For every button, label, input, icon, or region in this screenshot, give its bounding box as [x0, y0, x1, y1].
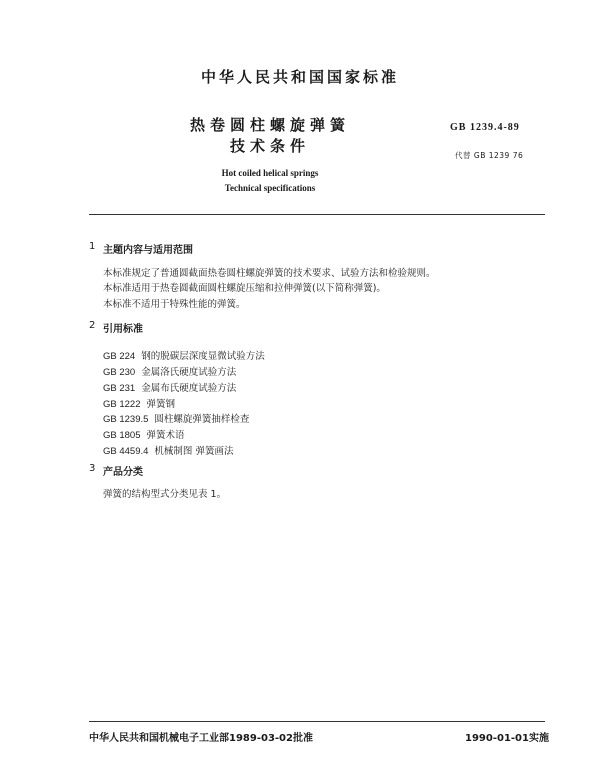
paragraph: 弹簧的结构型式分类见表 1。	[103, 489, 227, 500]
reference-title: 机械制图 弹簧画法	[154, 446, 234, 457]
title-english-line2: Technical specifications	[224, 183, 316, 193]
section-number: 2	[89, 320, 96, 331]
reference-title: 钢的脱碳层深度显微试验方法	[141, 351, 265, 362]
standard-code: GB 1239.4-89	[450, 122, 520, 133]
reference-title: 圆柱螺旋弹簧抽样检查	[154, 414, 250, 425]
reference-title: 弹簧钢	[146, 399, 176, 410]
section-number: 3	[89, 463, 96, 474]
replaces-note: 代替 GB 1239 76	[455, 151, 524, 160]
reference-title: 金属洛氏硬度试验方法	[141, 367, 237, 378]
title-chinese-line2: 技术条件	[229, 137, 310, 155]
title-english-line1: Hot coiled helical springs	[221, 168, 319, 178]
reference-code: GB 4459.4	[103, 446, 149, 457]
implementation-date: 1990-01-01实施	[465, 733, 549, 744]
reference-code: GB 231	[103, 383, 136, 394]
section-title: 产品分类	[103, 467, 143, 478]
paragraph: 本标准适用于热卷圆截面圆柱螺旋压缩和拉伸弹簧(以下简称弹簧)。	[103, 283, 386, 294]
reference-item	[103, 439, 233, 458]
reference-code: GB 1239.5	[103, 414, 149, 425]
reference-code: GB 230	[103, 367, 136, 378]
section-title: 引用标准	[103, 324, 143, 335]
top-divider	[89, 214, 545, 215]
section-title: 主题内容与适用范围	[103, 245, 193, 256]
reference-title: 弹簧术语	[146, 430, 185, 441]
national-standard-heading: 中华人民共和国国家标准	[200, 68, 399, 86]
paragraph: 本标准不适用于特殊性能的弹簧。	[103, 299, 246, 310]
bottom-divider	[89, 721, 545, 722]
reference-code: GB 1222	[103, 399, 141, 410]
paragraph: 本标准规定了普通圆截面热卷圆柱螺旋弹簧的技术要求、试验方法和检验规则。	[103, 268, 436, 279]
approval-note: 中华人民共和国机械电子工业部1989-03-02批准	[89, 733, 313, 744]
reference-title: 金属布氏硬度试验方法	[141, 383, 237, 394]
reference-code: GB 224	[103, 351, 136, 362]
section-number: 1	[89, 241, 96, 252]
title-chinese-line1: 热卷圆柱螺旋弹簧	[189, 116, 350, 134]
reference-code: GB 1805	[103, 430, 141, 441]
